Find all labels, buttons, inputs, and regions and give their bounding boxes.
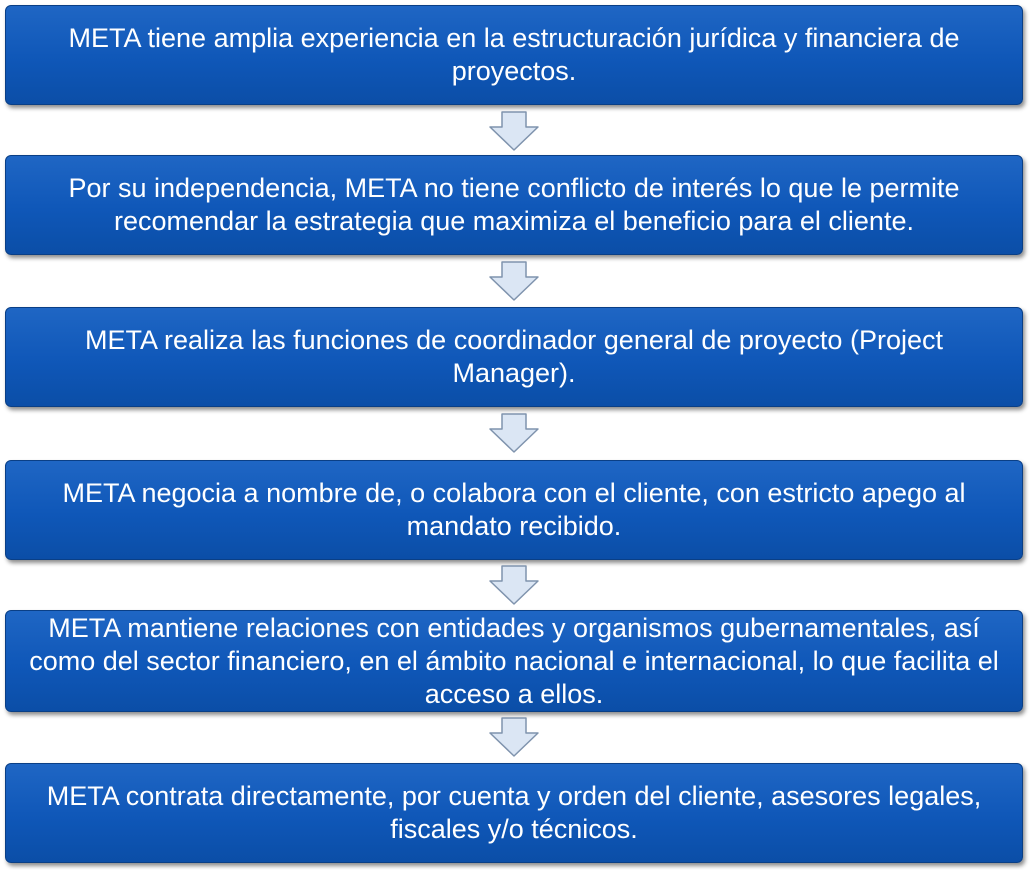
flow-step-3-text: META realiza las funciones de coordinador general de proyecto (Project Manager). <box>85 325 943 388</box>
flow-step-4 <box>5 460 1023 560</box>
down-arrow-icon <box>488 413 540 453</box>
flow-step-2 <box>5 155 1023 255</box>
down-arrow-icon <box>488 565 540 605</box>
down-arrow-icon <box>488 717 540 757</box>
flow-step-4-text: META negocia a nombre de, o colabora con el cliente, con estricto apego al mandato recibido. <box>62 478 966 541</box>
flow-step-1 <box>5 5 1023 105</box>
flow-step-5-text: META mantiene relaciones con entidades y organismos gubernamentales, así como del sector financiero, en el ámbito nacional e internacional, lo que facilita el acceso a ellos. <box>29 612 999 709</box>
flow-step-3 <box>5 307 1023 407</box>
flow-step-6 <box>5 763 1023 863</box>
down-arrow-icon <box>488 261 540 301</box>
flow-step-5 <box>5 610 1023 712</box>
down-arrow-icon <box>488 111 540 151</box>
flow-step-2-text: Por su independencia, META no tiene conflicto de interés lo que le permite recomendar la estrategia que maximiza el beneficio para el cliente. <box>68 173 960 236</box>
flow-step-1-text: META tiene amplia experiencia en la estructuración jurídica y financiera de proyectos. <box>68 23 960 86</box>
flow-step-6-text: META contrata directamente, por cuenta y orden del cliente, asesores legales, fiscales y/o técnicos. <box>46 781 982 844</box>
